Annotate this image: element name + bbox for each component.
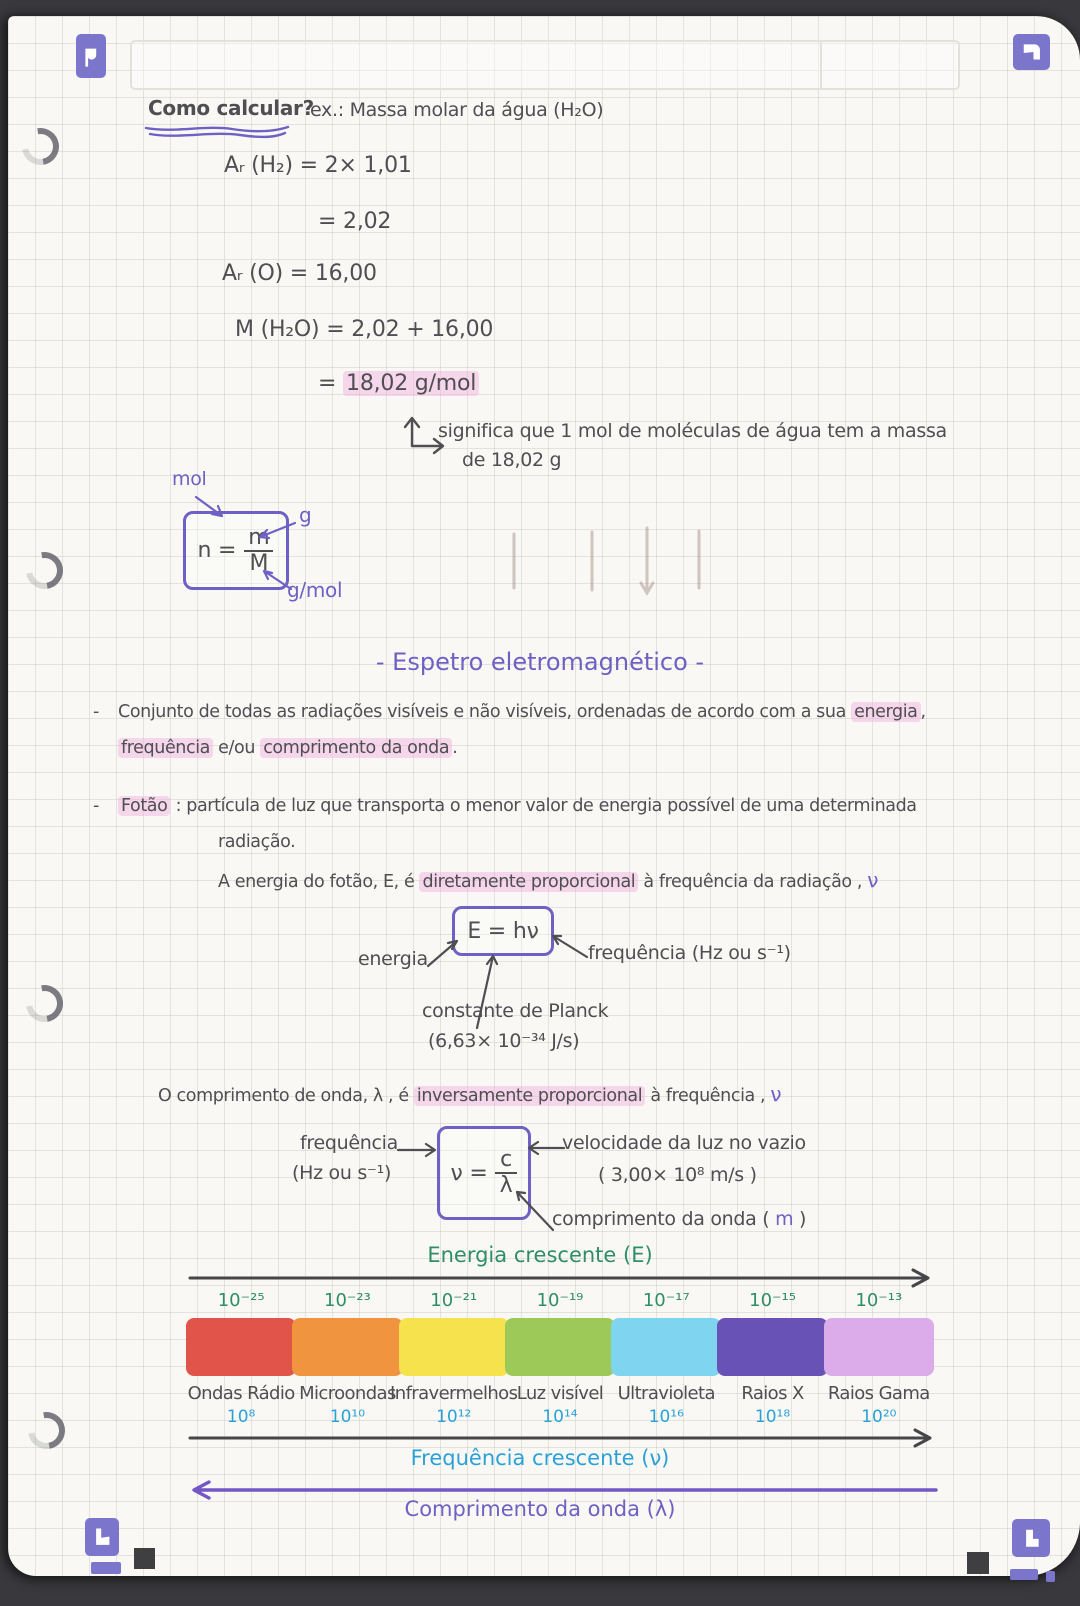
- section-title: - Espetro eletromagnético -: [375, 648, 705, 676]
- energy-exponent: 10⁻²¹: [430, 1290, 478, 1311]
- title-field: [130, 40, 960, 90]
- spectrum-band: Luz visível 10¹⁴: [507, 1318, 613, 1427]
- fraction: $\frac{m}{M}$: [243, 526, 274, 576]
- label-frequency: frequência (Hz ou s⁻¹): [588, 942, 791, 964]
- spectrum-band: Infravermelhos 10¹²: [401, 1318, 507, 1427]
- corner-mark: [134, 1548, 155, 1569]
- corner-sticker-tab: [1046, 1571, 1055, 1582]
- title-field-divider: [820, 42, 822, 88]
- spectrum-bands: [188, 1318, 932, 1427]
- energy-exponent-row: [188, 1290, 932, 1311]
- energy-axis-label: Energia crescente (E): [427, 1243, 653, 1267]
- band-swatch: [717, 1318, 827, 1376]
- highlight: energia: [851, 702, 920, 722]
- label-planck-value: (6,63× 10⁻³⁴ J/s): [428, 1030, 580, 1052]
- nu-symbol: ν: [867, 868, 878, 892]
- band-swatch: [611, 1318, 721, 1376]
- highlight: diretamente proporcional: [419, 872, 638, 892]
- corner-sticker-icon: [76, 34, 106, 78]
- corner-sticker-icon: [1012, 1519, 1050, 1557]
- spectrum-band: Raios Gama 10²⁰: [826, 1318, 932, 1427]
- band-swatch: [186, 1318, 296, 1376]
- formula-line: M (H₂O) = 2,02 + 16,00: [235, 317, 494, 342]
- spectrum-band: Ultravioleta 10¹⁶: [613, 1318, 719, 1427]
- corner-sticker-tab: [91, 1562, 121, 1574]
- spectrum-band: Microondas 10¹⁰: [294, 1318, 400, 1427]
- band-swatch: [505, 1318, 615, 1376]
- energy-exponent: 10⁻¹⁷: [642, 1290, 690, 1311]
- wavelength-axis-label: Comprimento da onda (λ): [404, 1497, 676, 1521]
- annotation: significa que 1 mol de moléculas de água tem a massa: [438, 420, 947, 442]
- band-swatch: [824, 1318, 934, 1376]
- nu-symbol: ν: [770, 1082, 782, 1106]
- highlight: comprimento da onda: [260, 738, 452, 758]
- label-lightspeed-value: ( 3,00× 10⁸ m/s ): [598, 1164, 757, 1186]
- energy-exponent: 10⁻²⁵: [217, 1290, 265, 1311]
- energy-exponent: 10⁻¹³: [855, 1290, 903, 1311]
- label-frequency-units: (Hz ou s⁻¹): [292, 1162, 392, 1184]
- spectrum-band: Ondas Rádio 10⁸: [188, 1318, 294, 1427]
- bullet-dash: -: [93, 702, 99, 722]
- label-frequency: frequência: [300, 1132, 398, 1154]
- spectrum-band: Raios X 10¹⁸: [719, 1318, 825, 1427]
- fraction: $\frac{c}{\lambda}$: [495, 1148, 518, 1198]
- frequency-axis-label: Frequência crescente (ν): [410, 1446, 670, 1470]
- formula-result: = 18,02 g/mol: [318, 370, 479, 398]
- annotation: de 18,02 g: [462, 449, 562, 471]
- energy-exponent: 10⁻²³: [324, 1290, 371, 1311]
- formula-lhs: n =: [197, 538, 237, 563]
- planck-formula-box: E = hν: [452, 906, 554, 956]
- statement: O comprimento de onda, λ , é inversamente proporcional à frequência , ν: [158, 1082, 782, 1106]
- unit-label-gmol: g/mol: [287, 578, 343, 602]
- unit-label-mol: mol: [172, 468, 207, 490]
- label-planck: constante de Planck: [422, 1000, 609, 1022]
- corner-sticker-icon: [85, 1518, 119, 1556]
- band-swatch: [292, 1318, 402, 1376]
- label-wavelength: comprimento da onda ( m ): [552, 1208, 807, 1230]
- example-text: ex.: Massa molar da água (H₂O): [310, 99, 604, 121]
- highlight: inversamente proporcional: [414, 1086, 645, 1106]
- highlight: Fotão: [118, 796, 170, 816]
- corner-mark: [967, 1552, 989, 1574]
- bullet-text: frequência e/ou comprimento da onda .: [118, 738, 457, 760]
- energy-exponent: 10⁻¹⁵: [749, 1290, 796, 1311]
- bullet-dash: -: [93, 796, 99, 816]
- bullet-text: radiação.: [218, 832, 296, 852]
- formula-line: Aᵣ (H₂) = 2× 1,01: [224, 153, 412, 178]
- highlighted-result: 18,02 g/mol: [343, 371, 479, 396]
- label-lightspeed: velocidade da luz no vazio: [562, 1132, 806, 1154]
- formula-line: = 2,02: [318, 209, 392, 234]
- statement: A energia do fotão, E, é diretamente proporcional à frequência da radiação , ν: [218, 868, 878, 892]
- bullet-text: Fotão : partícula de luz que transporta o menor valor de energia possível de uma determinada: [118, 796, 917, 818]
- band-swatch: [399, 1318, 509, 1376]
- formula-line: Aᵣ (O) = 16,00: [222, 261, 377, 286]
- energy-exponent: 10⁻¹⁹: [536, 1290, 584, 1311]
- section-heading: Como calcular?: [148, 96, 314, 120]
- label-energy: energia: [358, 948, 428, 970]
- highlight: frequência: [118, 738, 213, 758]
- corner-sticker-tab: [1010, 1569, 1038, 1580]
- corner-sticker-icon: [1013, 34, 1050, 70]
- unit-label-g: g: [299, 503, 312, 527]
- bullet-text: Conjunto de todas as radiações visíveis e não visíveis, ordenadas de acordo com a sua energia ,: [118, 702, 926, 722]
- wave-formula-box: ν = $\frac{c}{\lambda}$: [437, 1126, 531, 1220]
- mole-formula-box: [183, 511, 289, 590]
